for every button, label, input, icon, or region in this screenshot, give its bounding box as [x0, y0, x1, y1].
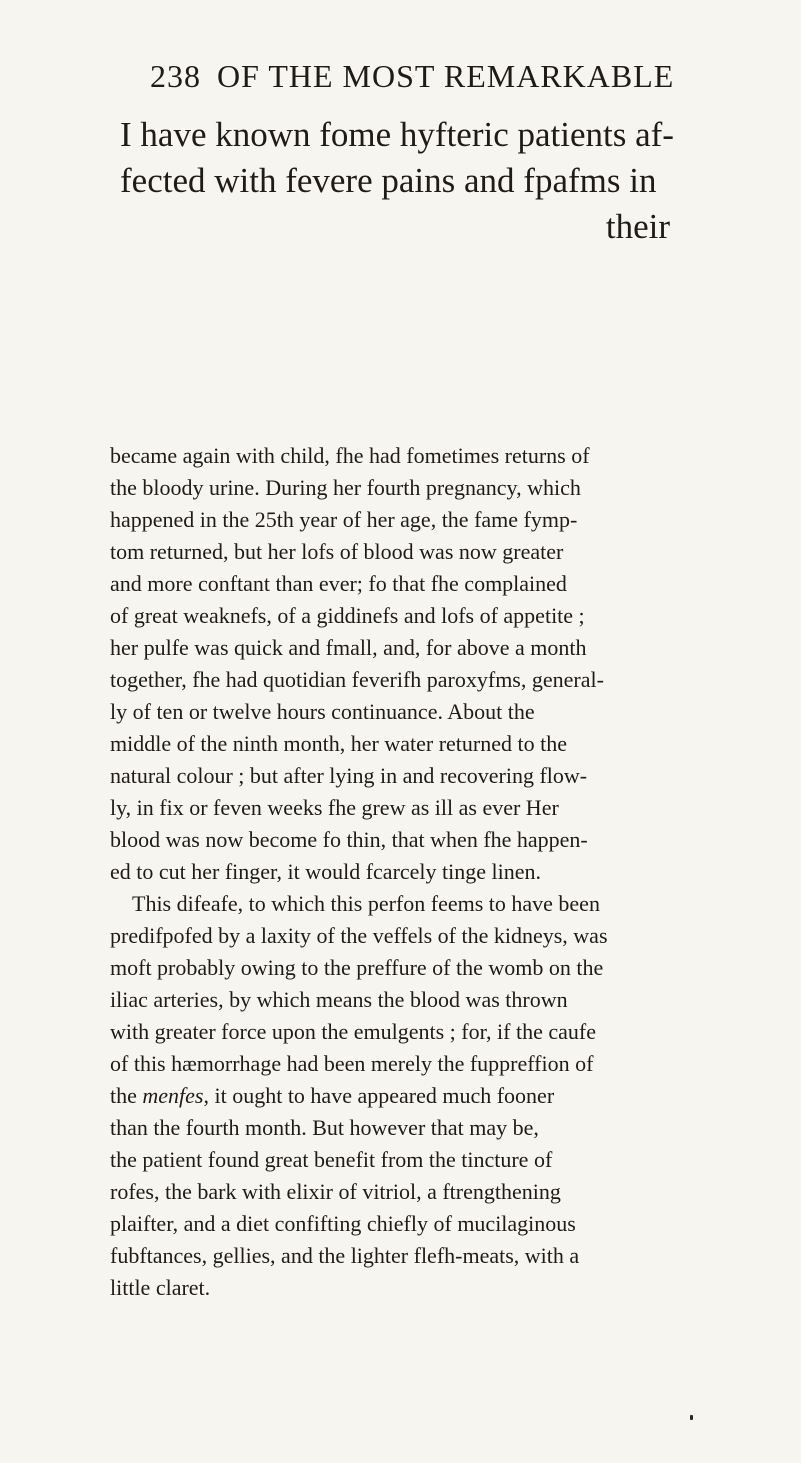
page-number: 238 [150, 58, 201, 94]
text-line: middle of the ninth month, her water returned to the [110, 731, 567, 756]
ink-speck [690, 1415, 693, 1420]
body-text [110, 440, 690, 1304]
paragraph [110, 888, 690, 1304]
text-line: fubftances, gellies, and the lighter flefh-meats, with a [110, 1243, 580, 1268]
text-fragment: the [110, 1083, 143, 1108]
text-line: the bloody urine. During her fourth pregnancy, which [110, 475, 581, 500]
text-line: ly, in fix or feven weeks fhe grew as ill as ever Her [110, 795, 559, 820]
text-line: her pulfe was quick and fmall, and, for above a month [110, 635, 587, 660]
text-line: little claret. [110, 1275, 211, 1300]
text-line: This difeafe, to which this perfon feems to have been [132, 891, 600, 916]
text-line: ed to cut her finger, it would fcarcely tinge linen. [110, 859, 542, 884]
italic-term: menfes [142, 1083, 204, 1108]
lead-passage [120, 112, 674, 250]
text-line: tom returned, but her lofs of blood was now greater [110, 539, 564, 564]
running-header [150, 58, 710, 102]
lead-line: fected with fevere pains and fpafms in [120, 161, 657, 200]
paragraph [110, 440, 690, 888]
text-line: of this hæmorrhage had been merely the fuppreffion of [110, 1051, 594, 1076]
lead-line: their [605, 207, 670, 246]
text-line: than the fourth month. But however that may be, [110, 1115, 539, 1140]
text-line: and more conftant than ever; fo that fhe complained [110, 571, 567, 596]
text-line: moft probably owing to the preffure of the womb on the [110, 955, 604, 980]
text-line [110, 1080, 690, 1112]
text-line: plaifter, and a diet confifting chiefly of mucilaginous [110, 1211, 576, 1236]
text-line: together, fhe had quotidian feverifh paroxyfms, general- [110, 667, 604, 692]
text-line: the patient found great benefit from the tincture of [110, 1147, 553, 1172]
text-fragment: , it ought to have appeared much fooner [203, 1083, 555, 1108]
lead-line: I have known fome hyfteric patients af- [120, 115, 674, 154]
text-line: happened in the 25th year of her age, the fame fymp- [110, 507, 578, 532]
text-line: rofes, the bark with elixir of vitriol, a ftrengthening [110, 1179, 561, 1204]
text-line: ly of ten or twelve hours continuance. About the [110, 699, 535, 724]
running-title: OF THE MOST REMARKABLE [217, 58, 675, 94]
text-line: blood was now become fo thin, that when fhe happen- [110, 827, 588, 852]
text-line: natural colour ; but after lying in and recovering flow- [110, 763, 588, 788]
text-line: became again with child, fhe had fometimes returns of [110, 443, 590, 468]
text-line: iliac arteries, by which means the blood was thrown [110, 987, 568, 1012]
text-line: predifpofed by a laxity of the veffels of the kidneys, was [110, 923, 608, 948]
text-line: of great weaknefs, of a giddinefs and lofs of appetite ; [110, 603, 585, 628]
text-line: with greater force upon the emulgents ; for, if the caufe [110, 1019, 596, 1044]
